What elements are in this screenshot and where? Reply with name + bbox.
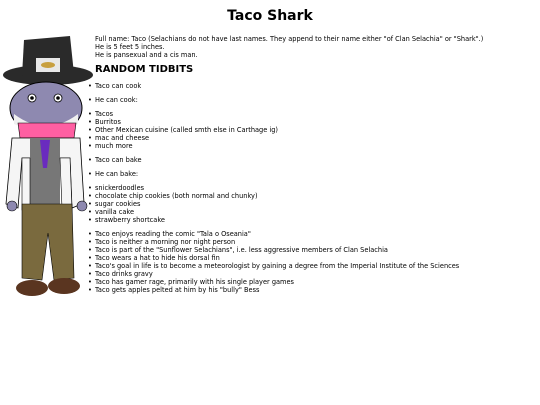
list-item: • mac and cheese	[95, 134, 535, 142]
bake-intro-list	[95, 170, 535, 178]
list-item: • He can cook:	[95, 96, 535, 104]
main-content	[95, 35, 535, 294]
intro-line: He is 5 feet 5 inches.	[95, 43, 165, 51]
list-item: • strawberry shortcake	[95, 216, 535, 224]
list-item: • Taco gets apples pelted at him by his "bully" Bess	[95, 286, 535, 294]
cook-items	[95, 110, 535, 150]
page-title: Taco Shark	[227, 8, 313, 24]
intro-block	[95, 35, 535, 59]
hat	[3, 36, 93, 85]
list-item: • Taco is neither a morning nor night person	[95, 238, 535, 246]
list-item: • snickerdoodles	[95, 184, 535, 192]
section-heading: RANDOM TIDBITS	[95, 64, 194, 75]
list-item: • sugar cookies	[95, 200, 535, 208]
list-item: • much more	[95, 142, 535, 150]
list-item: • Taco's goal in life is to become a meteorologist by gaining a degree from the Imperial Institute of the Sciences	[95, 262, 535, 270]
list-item: • Taco can bake	[95, 156, 535, 164]
list-item: • Tacos	[95, 110, 535, 118]
character-illustration	[0, 28, 100, 300]
list-item: • Taco enjoys reading the comic "Tala o Oseania"	[95, 230, 535, 238]
list-item: • Other Mexican cuisine (called smth else in Carthage ig)	[95, 126, 535, 134]
facts-list	[95, 230, 535, 294]
list-item: • Taco is part of the "Sunflower Selachians", i.e. less aggressive members of Clan Selachia	[95, 246, 535, 254]
intro-line: He is pansexual and a cis man.	[95, 51, 198, 59]
list-item: • He can bake:	[95, 170, 535, 178]
bake-items	[95, 184, 535, 224]
intro-line: Full name: Taco (Selachians do not have last names. They append to their name either "of Clan Selachia" or "Shark".)	[95, 35, 484, 43]
list-item: • Burritos	[95, 118, 535, 126]
cook-intro-list	[95, 96, 535, 104]
list-item: • Taco can cook	[95, 82, 535, 90]
list-item: • Taco drinks gravy	[95, 270, 535, 278]
cook-list	[95, 82, 535, 90]
list-item: • Taco has gamer rage, primarily with his single player games	[95, 278, 535, 286]
list-item: • Taco wears a hat to hide his dorsal fin	[95, 254, 535, 262]
list-item: • vanilla cake	[95, 208, 535, 216]
bake-list	[95, 156, 535, 164]
list-item: • chocolate chip cookies (both normal and chunky)	[95, 192, 535, 200]
